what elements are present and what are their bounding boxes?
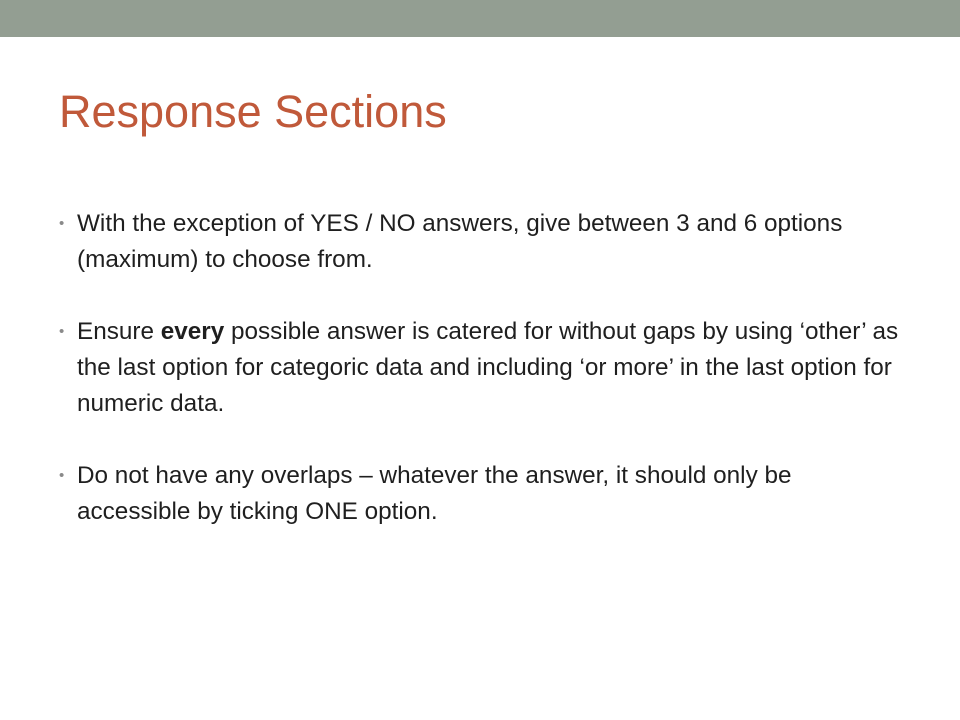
bullet-text-segment: possible answer is catered for without gaps by using ‘other’ as the last option for categoric data and including ‘or more’ in the last option for numeric data.: [77, 318, 899, 417]
bullet-text: [77, 318, 898, 417]
top-accent-bar: [0, 0, 960, 37]
bullet-text: [77, 462, 792, 525]
bullet-dot-icon: •: [59, 215, 65, 232]
bullet-text-segment: Ensure: [77, 318, 161, 345]
bullet-item: [59, 458, 909, 530]
slide-title: Response Sections: [59, 86, 447, 137]
bullet-text-emphasis: every: [160, 318, 225, 345]
bullet-item: [59, 206, 909, 278]
bullet-text: [77, 210, 842, 273]
bullet-item: [59, 314, 909, 422]
bullet-text-segment: With the exception of YES / NO answers, give between 3 and 6 options (maximum) to choose from.: [77, 210, 843, 273]
bullet-dot-icon: •: [59, 467, 65, 484]
bullet-dot-icon: •: [59, 323, 65, 340]
bullet-list: [59, 206, 909, 566]
bullet-text-segment: Do not have any overlaps – whatever the answer, it should only be accessible by ticking ONE option.: [77, 462, 792, 525]
